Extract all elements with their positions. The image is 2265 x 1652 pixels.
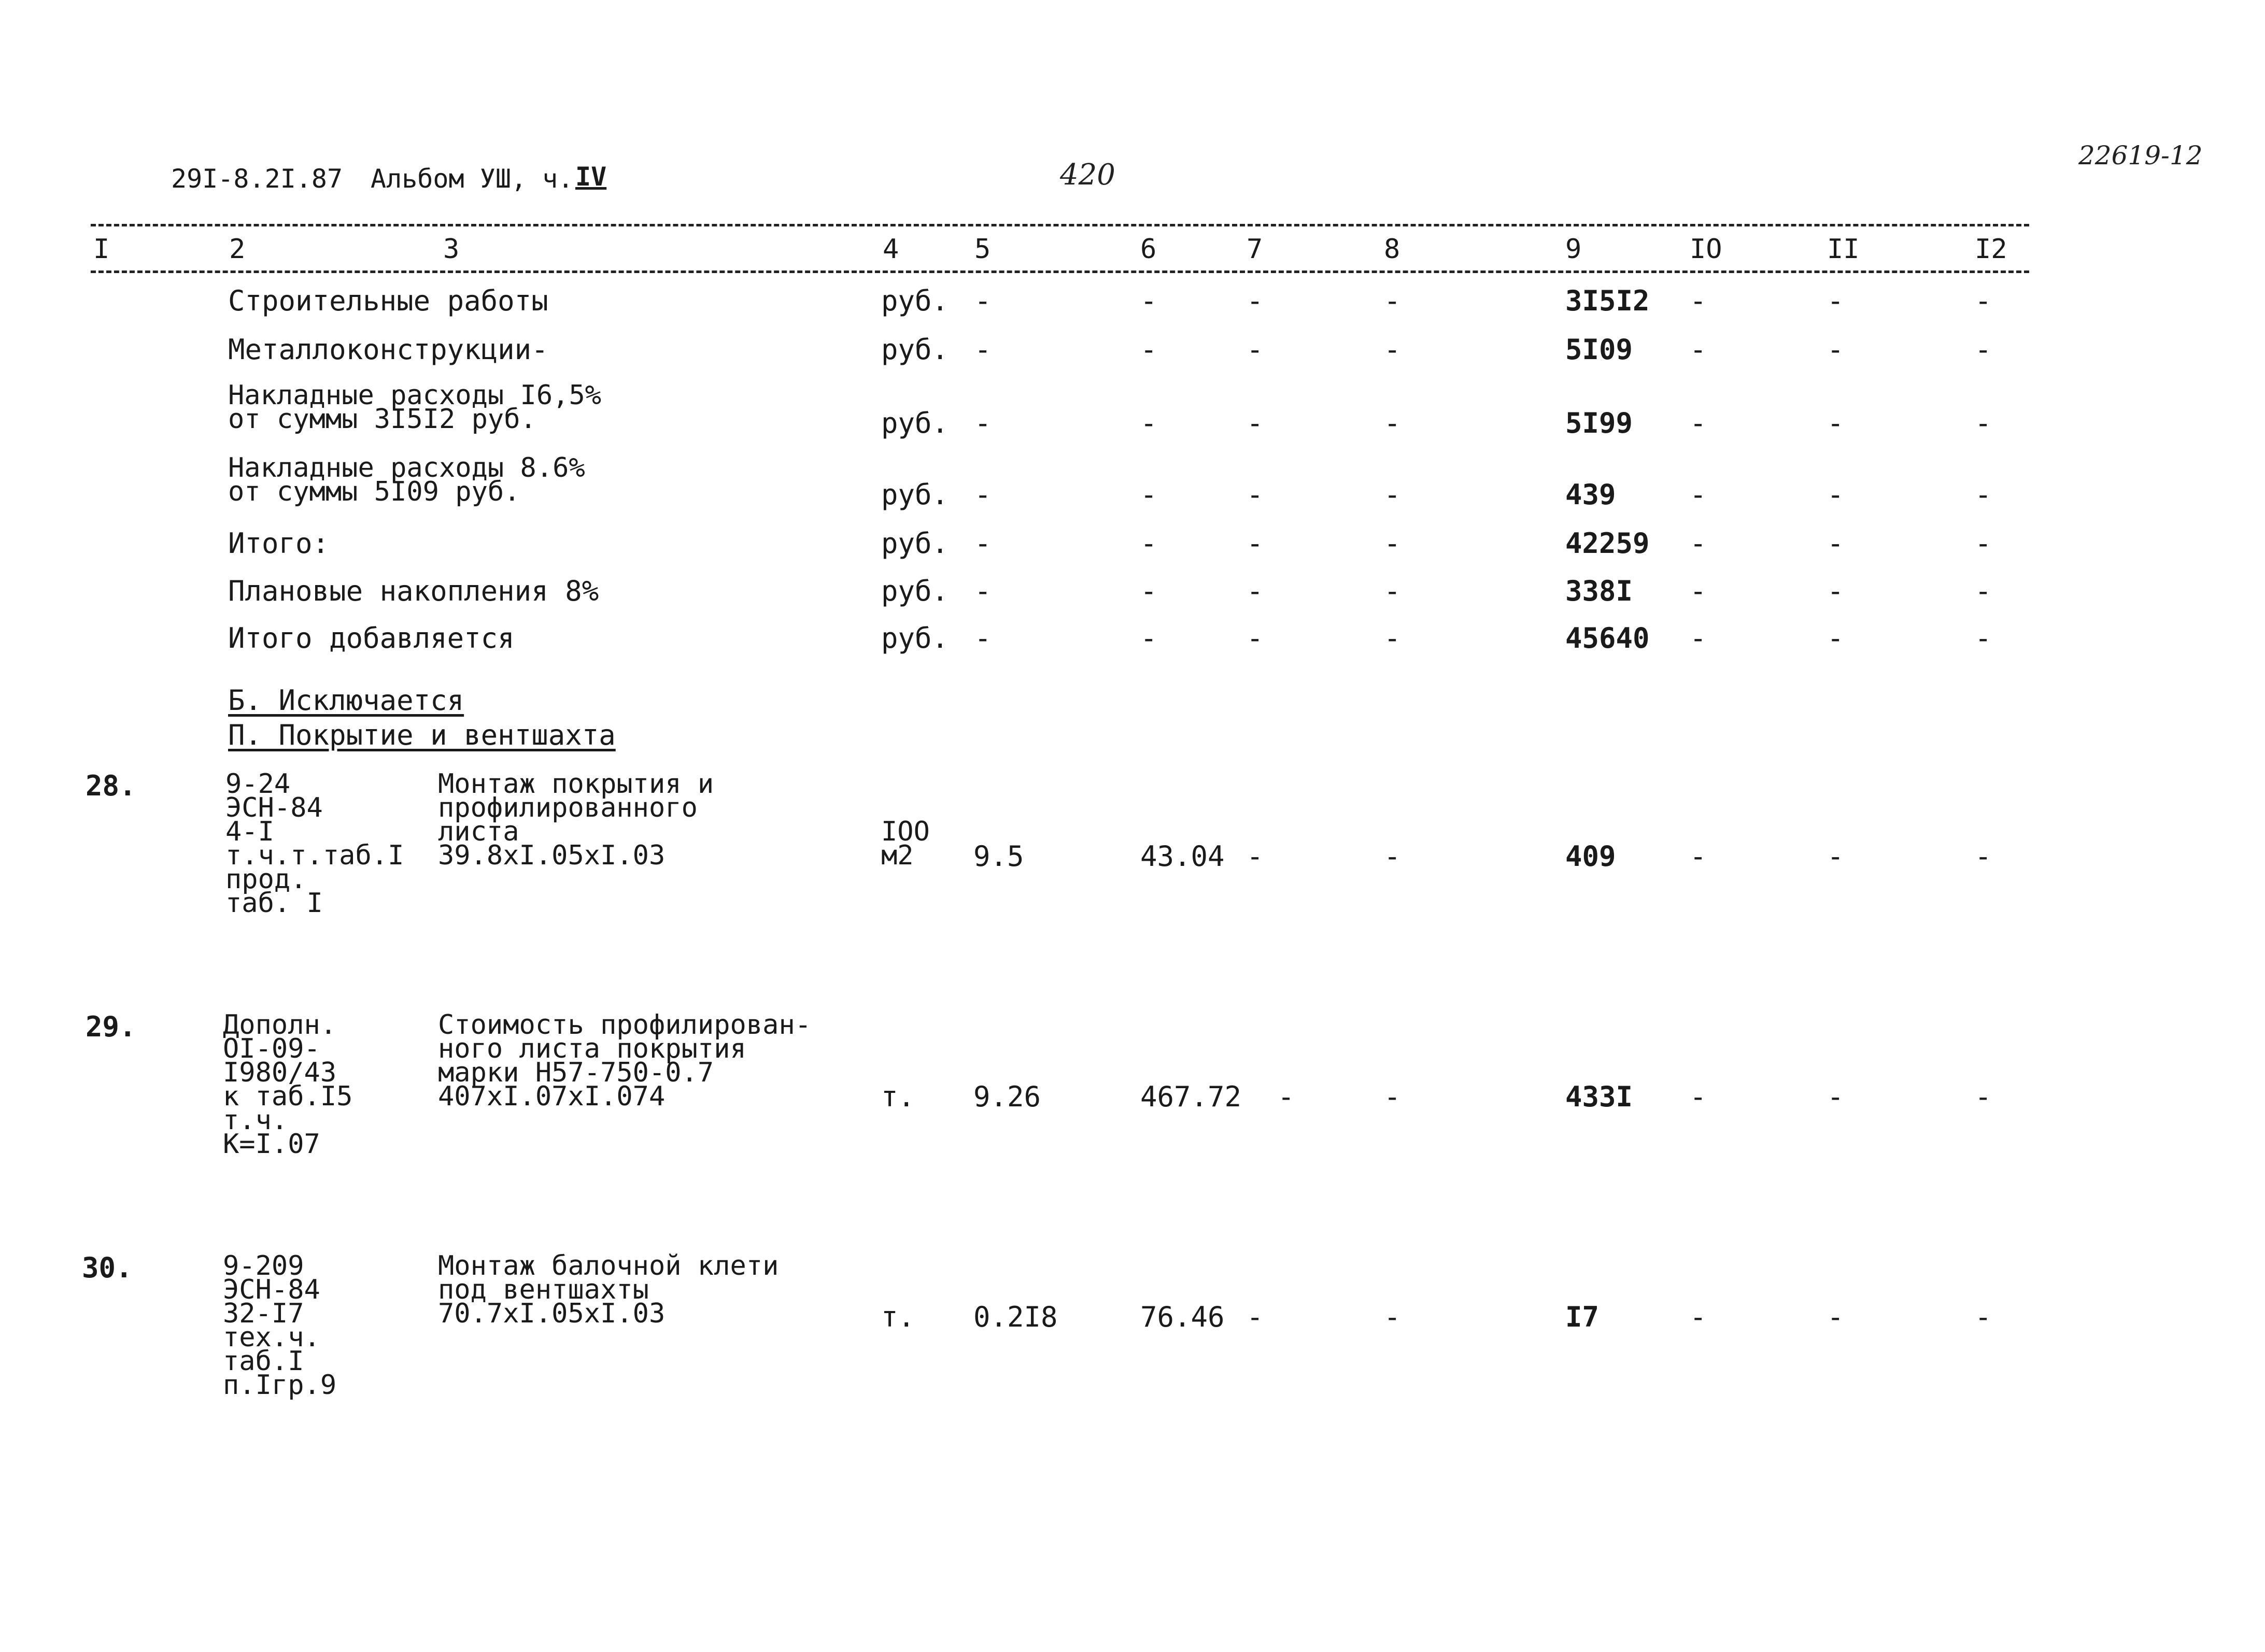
summary-row-c11: - bbox=[1827, 478, 1844, 511]
summary-row-c10: - bbox=[1690, 407, 1707, 439]
item-c11: - bbox=[1827, 1301, 1844, 1333]
item-unit: т. bbox=[881, 1301, 915, 1333]
album-label: Альбом УШ, ч. bbox=[371, 164, 574, 194]
summary-row-c10: - bbox=[1690, 527, 1707, 560]
summary-row-c7: - bbox=[1247, 407, 1264, 439]
item-unit-price: 76.46 bbox=[1140, 1301, 1225, 1333]
summary-row-c10: - bbox=[1690, 622, 1707, 654]
item-unit-price: 467.72 bbox=[1140, 1080, 1242, 1113]
summary-row-unit: руб. bbox=[881, 622, 949, 654]
item-c8: - bbox=[1384, 840, 1401, 873]
summary-row-c12: - bbox=[1975, 478, 1992, 511]
item-unit: т. bbox=[881, 1080, 915, 1113]
item-c8: - bbox=[1384, 1080, 1401, 1113]
summary-row-c8: - bbox=[1384, 478, 1401, 511]
summary-row-c5: - bbox=[974, 333, 992, 366]
summary-row-c8: - bbox=[1384, 407, 1401, 439]
col-10: IO bbox=[1690, 234, 1722, 265]
summary-row-c9: 42259 bbox=[1565, 527, 1650, 560]
item-quantity: 0.2I8 bbox=[973, 1301, 1058, 1333]
summary-row-c12: - bbox=[1975, 284, 1992, 317]
summary-row-c10: - bbox=[1690, 575, 1707, 607]
col-9: 9 bbox=[1565, 234, 1582, 265]
summary-row-c5: - bbox=[974, 622, 992, 654]
item-total: 433I bbox=[1565, 1080, 1633, 1113]
summary-row-c7: - bbox=[1247, 284, 1264, 317]
col-6: 6 bbox=[1140, 234, 1157, 265]
summary-row-c6: - bbox=[1140, 622, 1157, 654]
summary-row-unit: руб. bbox=[881, 284, 949, 317]
col-12: I2 bbox=[1975, 234, 2007, 265]
col-7: 7 bbox=[1247, 234, 1263, 265]
item-unit: IOO м2 bbox=[881, 816, 930, 871]
summary-row-name: Итого: bbox=[228, 527, 330, 560]
col-5: 5 bbox=[974, 234, 991, 265]
summary-row-name: Накладные расходы 8.6% от суммы 5I09 руб. bbox=[228, 452, 585, 507]
summary-row-c6: - bbox=[1140, 478, 1157, 511]
summary-row-c11: - bbox=[1827, 284, 1844, 317]
summary-row-c9: 5I99 bbox=[1565, 407, 1633, 439]
summary-row-unit: руб. bbox=[881, 333, 949, 366]
summary-row-c12: - bbox=[1975, 622, 1992, 654]
summary-row-name: Итого добавляется bbox=[228, 622, 515, 654]
item-c11: - bbox=[1827, 1080, 1844, 1113]
summary-row-c8: - bbox=[1384, 622, 1401, 654]
col-4: 4 bbox=[883, 234, 899, 265]
summary-row-name: Металлоконструкции- bbox=[228, 333, 548, 366]
summary-row-name: Строительные работы bbox=[228, 284, 548, 317]
summary-row-unit: руб. bbox=[881, 527, 949, 560]
summary-row-c11: - bbox=[1827, 575, 1844, 607]
col-2: 2 bbox=[229, 234, 246, 265]
item-number: 28. bbox=[86, 770, 136, 802]
item-c12: - bbox=[1975, 1080, 1992, 1113]
handwritten-stamp: 22619-12 bbox=[2078, 140, 2203, 170]
summary-row-c7: - bbox=[1247, 478, 1264, 511]
summary-row-c6: - bbox=[1140, 575, 1157, 607]
item-c7: - bbox=[1247, 1301, 1264, 1333]
header-bottom-rule bbox=[91, 270, 2029, 273]
item-number: 30. bbox=[82, 1251, 133, 1284]
summary-row-c6: - bbox=[1140, 527, 1157, 560]
col-1: I bbox=[93, 234, 110, 265]
item-quantity: 9.26 bbox=[973, 1080, 1041, 1113]
item-c10: - bbox=[1690, 1301, 1707, 1333]
summary-row-c12: - bbox=[1975, 527, 1992, 560]
item-c11: - bbox=[1827, 840, 1844, 873]
item-quantity: 9.5 bbox=[973, 840, 1024, 873]
header-top-rule bbox=[91, 224, 2029, 226]
summary-row-c6: - bbox=[1140, 333, 1157, 366]
summary-row-c9: 338I bbox=[1565, 575, 1633, 607]
item-c10: - bbox=[1690, 840, 1707, 873]
summary-row-c12: - bbox=[1975, 575, 1992, 607]
item-reference: 9-209 ЭСН-84 32-I7 тех.ч. таб.I п.Iгр.9 bbox=[223, 1250, 337, 1401]
summary-row-c7: - bbox=[1247, 527, 1264, 560]
summary-row-unit: руб. bbox=[881, 478, 949, 511]
summary-row-c8: - bbox=[1384, 333, 1401, 366]
item-total: 409 bbox=[1565, 840, 1616, 873]
summary-row-unit: руб. bbox=[881, 407, 949, 439]
summary-row-c11: - bbox=[1827, 333, 1844, 366]
item-description: Стоимость профилирован- ного листа покрытия марки Н57-750-0.7 407xI.07xI.074 bbox=[438, 1009, 812, 1112]
item-reference: Дополн. OI-09- I980/43 к таб.I5 т.ч. K=I.07 bbox=[223, 1009, 353, 1160]
summary-row-c7: - bbox=[1247, 575, 1264, 607]
page-number: 420 bbox=[1060, 158, 1115, 192]
col-8: 8 bbox=[1384, 234, 1400, 265]
summary-row-name: Плановые накопления 8% bbox=[228, 575, 599, 607]
summary-row-c8: - bbox=[1384, 527, 1401, 560]
summary-row-c9: 439 bbox=[1565, 478, 1616, 511]
item-c7: - bbox=[1278, 1080, 1295, 1113]
col-3: 3 bbox=[443, 234, 460, 265]
summary-row-c7: - bbox=[1247, 622, 1264, 654]
summary-row-c12: - bbox=[1975, 407, 1992, 439]
item-c7: - bbox=[1247, 840, 1264, 873]
summary-row-c5: - bbox=[974, 575, 992, 607]
item-c12: - bbox=[1975, 1301, 1992, 1333]
summary-row-c11: - bbox=[1827, 527, 1844, 560]
summary-row-c10: - bbox=[1690, 284, 1707, 317]
summary-row-c6: - bbox=[1140, 284, 1157, 317]
summary-row-c9: 3I5I2 bbox=[1565, 284, 1650, 317]
col-11: II bbox=[1827, 234, 1860, 265]
summary-row-c9: 5I09 bbox=[1565, 333, 1633, 366]
summary-row-c8: - bbox=[1384, 284, 1401, 317]
summary-row-name: Накладные расходы I6,5% от суммы 3I5I2 руб. bbox=[228, 380, 602, 435]
summary-row-c5: - bbox=[974, 284, 992, 317]
album-part: IV bbox=[575, 162, 607, 192]
item-description: Монтаж балочной клети под вентшахты 70.7xI.05xI.03 bbox=[438, 1250, 779, 1329]
item-total: I7 bbox=[1565, 1301, 1599, 1333]
section-subtitle: П. Покрытие и вентшахта bbox=[228, 719, 616, 751]
item-c12: - bbox=[1975, 840, 1992, 873]
item-c8: - bbox=[1384, 1301, 1401, 1333]
summary-row-c6: - bbox=[1140, 407, 1157, 439]
item-unit-price: 43.04 bbox=[1140, 840, 1225, 873]
item-number: 29. bbox=[86, 1010, 136, 1043]
item-description: Монтаж покрытия и профилированного листа 39.8xI.05xI.03 bbox=[438, 768, 714, 871]
summary-row-c5: - bbox=[974, 478, 992, 511]
summary-row-c9: 45640 bbox=[1565, 622, 1650, 654]
doc-code: 29I-8.2I.87 bbox=[171, 164, 343, 194]
summary-row-c5: - bbox=[974, 407, 992, 439]
summary-row-c5: - bbox=[974, 527, 992, 560]
item-c10: - bbox=[1690, 1080, 1707, 1113]
summary-row-unit: руб. bbox=[881, 575, 949, 607]
item-reference: 9-24 ЭСН-84 4-I т.ч.т.таб.I прод. таб. I bbox=[225, 768, 404, 919]
summary-row-c10: - bbox=[1690, 478, 1707, 511]
summary-row-c8: - bbox=[1384, 575, 1401, 607]
summary-row-c7: - bbox=[1247, 333, 1264, 366]
summary-row-c11: - bbox=[1827, 407, 1844, 439]
summary-row-c12: - bbox=[1975, 333, 1992, 366]
summary-row-c11: - bbox=[1827, 622, 1844, 654]
section-title: Б. Исключается bbox=[228, 684, 464, 717]
summary-row-c10: - bbox=[1690, 333, 1707, 366]
